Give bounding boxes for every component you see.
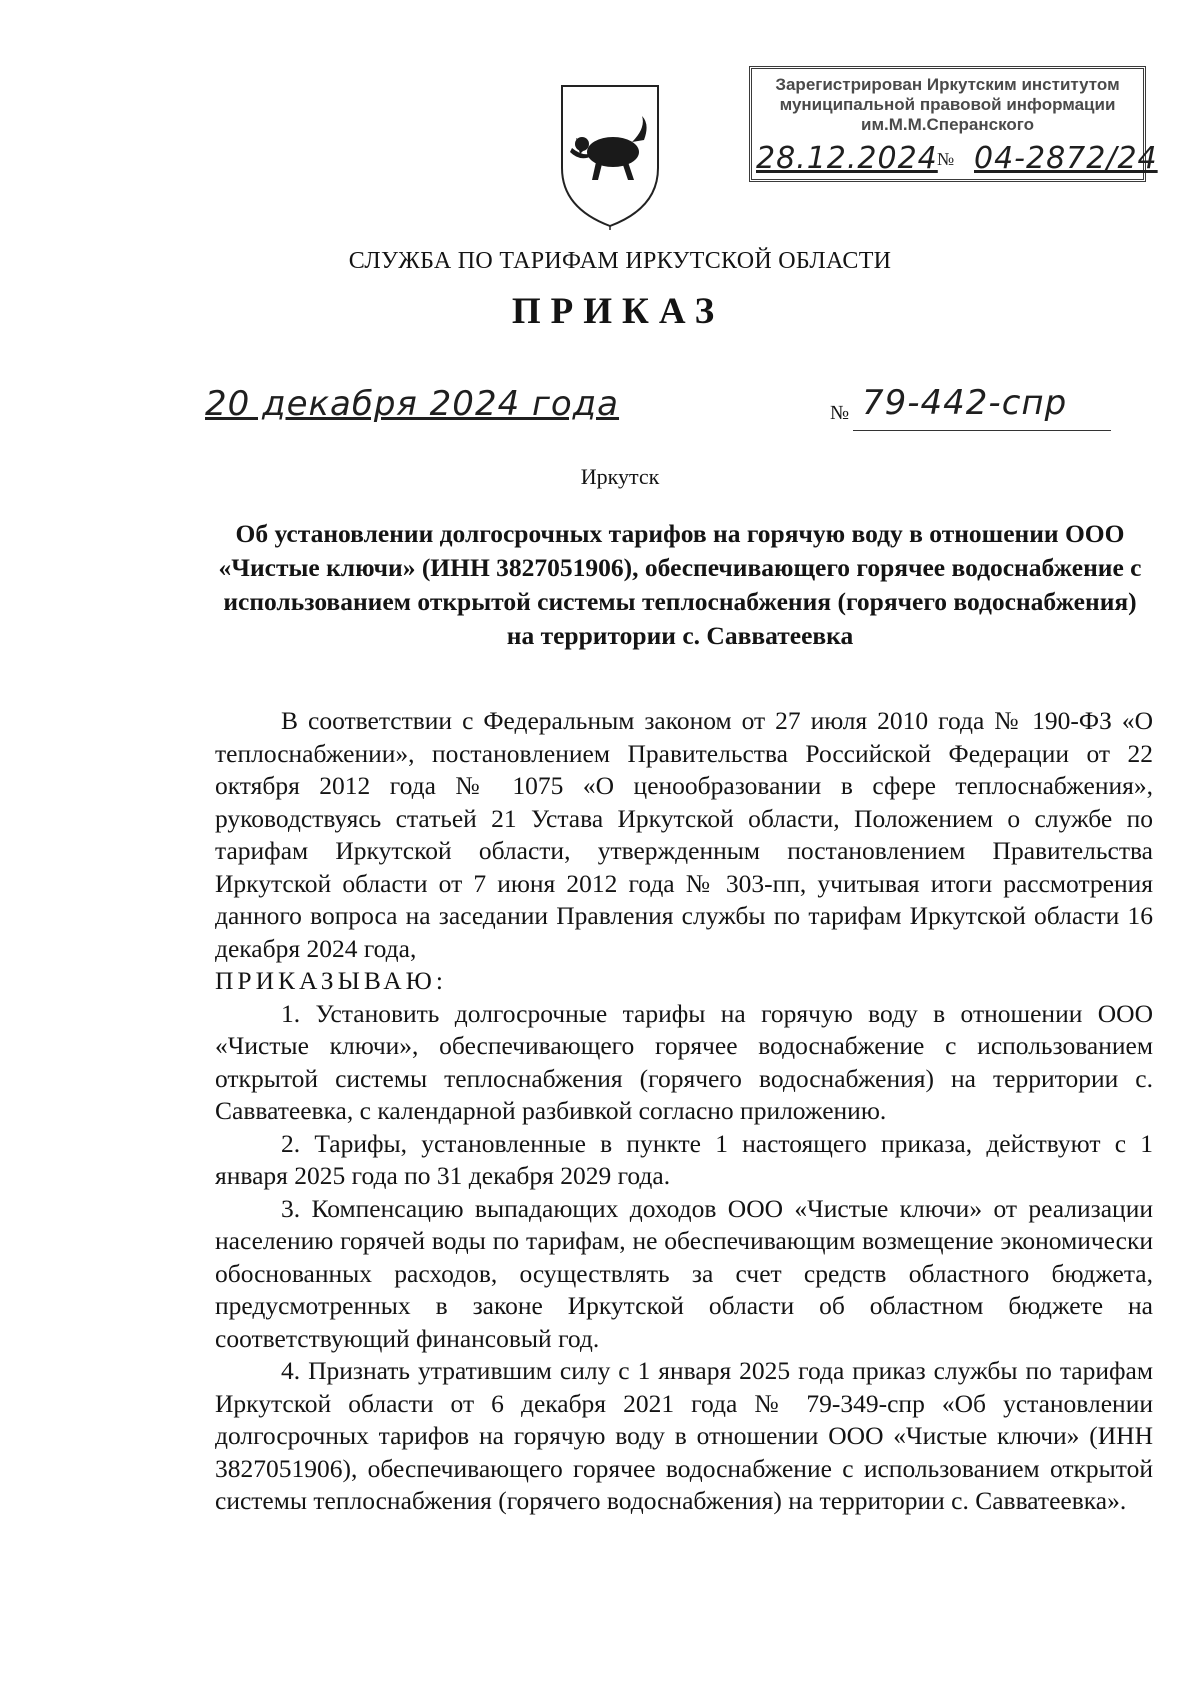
coat-of-arms-icon: [558, 80, 662, 230]
stamp-number-label: №: [937, 149, 956, 169]
document-title: Об установлении долгосрочных тарифов на горячую воду в отношении ООО «Чистые ключи» (ИНН 3827051906), обеспечивающего горячее водоснабжение с использованием открытой системы теплоснабжения (горячего водоснабжения) на территории с. Савватеевка: [218, 519, 1142, 650]
stamp-line-2: муниципальной правовой информации: [779, 95, 1116, 114]
order-word: ПРИКАЗЫВАЮ:: [215, 966, 447, 995]
order-date: 20 декабря 2024 года: [205, 384, 620, 424]
item-3-paragraph: 3. Компенсацию выпадающих доходов ООО «Чистые ключи» от реализации населению горячей воды по тарифам, не обеспечивающим возмещение экономически обоснованных расходов, осуществлять за счет средств областного бюджета, предусмотренных в законе Иркутской области об областном бюджете на соответствующий финансовый год.: [215, 1193, 1153, 1353]
item-4-paragraph: 4. Признать утратившим силу с 1 января 2025 года приказ службы по тарифам Иркутской области от 6 декабря 2021 года № 79-349-спр «Об установлении долгосрочных тарифов на горячую воду в отношении ООО «Чистые ключи» (ИНН 3827051906), обеспечивающего горячее водоснабжение с использованием открытой системы теплоснабжения (горячего водоснабжения) на территории с. Савватеевка».: [215, 1356, 1153, 1515]
city: Иркутск: [580, 464, 660, 489]
stamp-registration-number: 04-2872/24: [974, 141, 1158, 176]
item-2-paragraph: 2. Тарифы, установленные в пункте 1 настоящего приказа, действуют с 1 января 2025 года по 31 декабря 2029 года.: [215, 1128, 1153, 1190]
order-number: 79-442-спр: [862, 383, 1068, 423]
stamp-line-1: Зарегистрирован Иркутским институтом: [775, 75, 1120, 94]
document-body: [215, 705, 1153, 1518]
registration-stamp: [749, 66, 1158, 182]
item-1-paragraph: 1. Установить долгосрочные тарифы на горячую воду в отношении ООО «Чистые ключи», обеспечивающего горячее водоснабжение с использованием открытой системы теплоснабжения (горячего водоснабжения) на территории с. Савватеевка, с календарной разбивкой согласно приложению.: [215, 998, 1153, 1125]
stamp-registration-date: 28.12.2024: [756, 141, 938, 176]
agency-name: СЛУЖБА ПО ТАРИФАМ ИРКУТСКОЙ ОБЛАСТИ: [348, 248, 892, 274]
document-type: ПРИКАЗ: [511, 291, 725, 332]
preamble-paragraph: В соответствии с Федеральным законом от 27 июля 2010 года № 190-ФЗ «О теплоснабжении», постановлением Правительства Российской Федерации от 22 октября 2012 года № 1075 «О ценообразовании в сфере теплоснабжения», руководствуясь статьей 21 Устава Иркутской области, Положением о службе по тарифам Иркутской области, утвержденным постановлением Правительства Иркутской области от 7 июня 2012 года № 303-пп, учитывая итоги рассмотрения данного вопроса на заседании Правления службы по тарифам Иркутской области 16 декабря 2024 года,: [215, 706, 1153, 963]
stamp-line-3: им.М.М.Сперанского: [861, 115, 1034, 134]
order-number-label: №: [830, 402, 850, 424]
order-number-underline: [853, 430, 1111, 431]
